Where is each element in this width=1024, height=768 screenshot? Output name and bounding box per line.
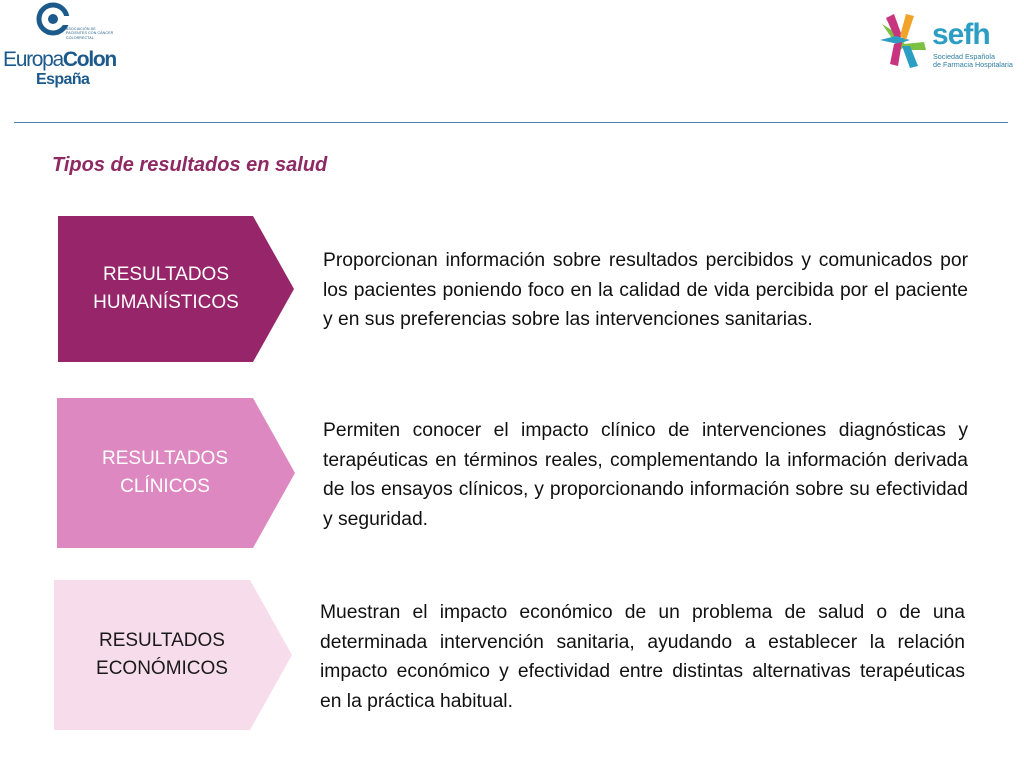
description-clinicos: Permiten conocer el impacto clínico de intervenciones diagnósticas y terapéuticas en términos reales, complementando la información derivada de los ensayos clínicos, y proporcionando información sobre su efectividad y seguridad. bbox=[323, 420, 968, 530]
sefh-subtitle-line-2: de Farmacia Hospitalaria bbox=[933, 60, 1013, 70]
europacolon-country: España bbox=[36, 71, 90, 88]
chevron-clinicos bbox=[57, 398, 295, 548]
section-title: Tipos de resultados en salud bbox=[52, 154, 328, 176]
europacolon-logo bbox=[0, 0, 116, 100]
sefh-wordmark: sefh bbox=[932, 18, 990, 51]
sefh-logo bbox=[870, 6, 1022, 76]
sefh-emblem-icon bbox=[876, 10, 930, 70]
chevron-humanisticos bbox=[58, 216, 294, 362]
sefh-subtitle-line-1: Sociedad Española bbox=[933, 52, 995, 61]
europacolon-wordmark bbox=[3, 48, 116, 72]
europacolon-word-2: Colon bbox=[62, 48, 116, 71]
description-humanisticos: Proporcionan información sobre resultados percibidos y comunicados por los pacientes poniendo foco en la calidad de vida percibida por el paciente y en sus preferencias sobre las intervenciones sanitarias. bbox=[323, 250, 968, 330]
sefh-subtitle bbox=[933, 53, 1013, 69]
chevron-label: RESULTADOS ECONÓMICOS bbox=[96, 630, 228, 679]
europacolon-tagline: ASOCIACIÓN DE PACIENTES CON CÁNCER COLORRECTAL bbox=[66, 27, 114, 40]
header-divider bbox=[14, 122, 1008, 123]
chevron-label: RESULTADOS HUMANÍSTICOS bbox=[93, 264, 239, 313]
description-economicos: Muestran el impacto económico de un problema de salud o de una determinada intervención sanitaria, ayudando a establecer la relación impacto económico y efectividad entre distintas alternativas terapéuticas en la práctica habitual. bbox=[320, 602, 965, 712]
chevron-label: RESULTADOS CLÍNICOS bbox=[102, 448, 228, 497]
europacolon-word-1: Europa bbox=[3, 48, 63, 71]
europacolon-emblem-icon bbox=[36, 2, 70, 36]
chevron-economicos bbox=[54, 580, 292, 730]
